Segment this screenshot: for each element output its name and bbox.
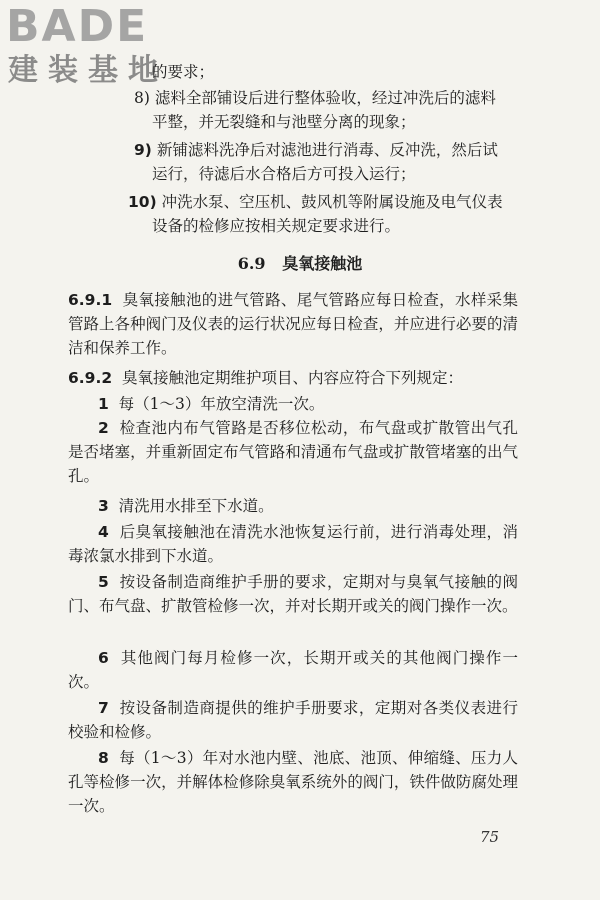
list-item-number: 10) xyxy=(128,193,157,211)
clause-6-9-1 xyxy=(68,288,518,360)
subitem-text: 按设备制造商提供的维护手册要求，定期对各类仪表进行校验和检修。 xyxy=(68,699,518,741)
list-item-text: 设备的检修应按相关规定要求进行。 xyxy=(152,217,401,235)
subitem-5 xyxy=(68,570,518,618)
subitem-6 xyxy=(68,646,518,694)
list-item-10 xyxy=(128,192,503,212)
list-item-text: 冲洗水泵、空压机、鼓风机等附属设施及电气仪表 xyxy=(161,193,503,211)
subitem-8 xyxy=(68,746,518,818)
watermark-tagline: 建装基地 xyxy=(8,53,168,88)
subitem-4 xyxy=(68,520,518,568)
subitem-text: 清洗用水排至下水道。 xyxy=(118,497,274,515)
subitem-1 xyxy=(98,392,518,416)
subitem-number: 6 xyxy=(98,649,109,667)
subitem-number: 8 xyxy=(98,749,109,767)
clause-text: 臭氧接触池定期维护项目、内容应符合下列规定： xyxy=(122,369,464,387)
clause-number: 6.9.1 xyxy=(68,291,113,309)
clause-6-9-2 xyxy=(68,366,518,390)
page-number: 75 xyxy=(480,828,500,846)
subitem-number: 3 xyxy=(98,497,109,515)
subitem-text: 其他阀门每月检修一次，长期开或关的其他阀门操作一次。 xyxy=(68,649,518,691)
list-item-number: 9) xyxy=(134,141,152,159)
list-item-8 xyxy=(134,88,496,108)
list-item-9 xyxy=(134,140,498,160)
list-item-text: 滤料全部铺设后进行整体验收，经过冲洗后的滤料 xyxy=(154,89,496,107)
section-title: 臭氧接触池 xyxy=(282,254,363,273)
list-item-text: 平整，并无裂缝和与池壁分离的现象； xyxy=(152,113,416,131)
subitem-text: 检查池内布气管路是否移位松动，布气盘或扩散管出气孔是否堵塞，并重新固定布气管路和清通布气盘或扩散管堵塞的出气孔。 xyxy=(68,419,518,485)
subitem-text: 每（1～3）年对水池内壁、池底、池顶、伸缩缝、压力人孔等检修一次，并解体检修除臭氧系统外的阀门，铁件做防腐处理一次。 xyxy=(68,749,518,815)
list-item-text: 新铺滤料洗净后对滤池进行消毒、反冲洗，然后试 xyxy=(156,141,498,159)
subitem-number: 7 xyxy=(98,699,109,717)
section-number: 6.9 xyxy=(237,254,266,273)
subitem-number: 1 xyxy=(98,395,109,413)
list-item-number: 8) xyxy=(134,89,150,107)
list-item-8-cont xyxy=(152,112,416,132)
clause-text: 臭氧接触池的进气管路、尾气管路应每日检查，水样采集管路上各种阀门及仪表的运行状况应每日检查，并应进行必要的清洁和保养工作。 xyxy=(68,291,518,357)
list-item-10-cont xyxy=(152,216,400,236)
subitem-number: 5 xyxy=(98,573,109,591)
list-item-continuation xyxy=(152,62,214,82)
section-heading xyxy=(0,254,600,274)
list-item-text: 的要求； xyxy=(152,63,215,81)
list-item-text: 运行，待滤后水合格后方可投入运行； xyxy=(152,165,416,183)
subitem-text: 每（1～3）年放空清洗一次。 xyxy=(118,395,325,413)
clause-number: 6.9.2 xyxy=(68,369,113,387)
watermark-brand: BADE xyxy=(6,1,149,52)
subitem-7 xyxy=(68,696,518,744)
subitem-text: 后臭氧接触池在清洗水池恢复运行前，进行消毒处理，消毒浓氯水排到下水道。 xyxy=(68,523,518,565)
subitem-text: 按设备制造商维护手册的要求，定期对与臭氧气接触的阀门、布气盘、扩散管检修一次，并对长期开或关的阀门操作一次。 xyxy=(68,573,518,615)
subitem-number: 4 xyxy=(98,523,109,541)
subitem-3 xyxy=(98,494,518,518)
subitem-2 xyxy=(68,416,518,488)
subitem-number: 2 xyxy=(98,419,109,437)
list-item-9-cont xyxy=(152,164,416,184)
watermark-logo xyxy=(6,1,176,94)
